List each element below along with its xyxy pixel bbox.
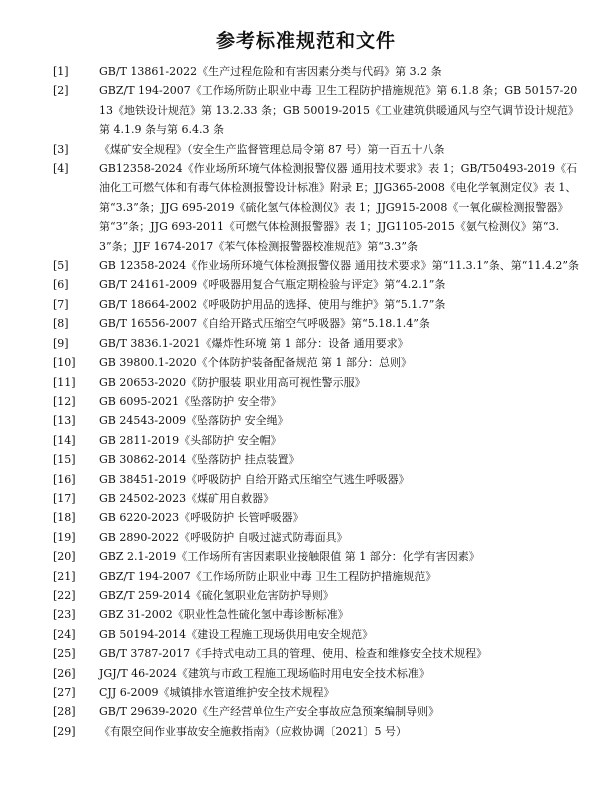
reference-number: [20] <box>53 550 76 564</box>
reference-text: GBZ/T 194-2007《工作场所防止职业中毒 卫生工程防护措施规范》第 6.1.8 条；GB 50157-2013《地铁设计规范》第 13.2.33 条；GB 50019-2015《工业建筑供暖通风与空气调节设计规范》第 4.1.9 条与第 6.4.3 条 <box>99 84 580 137</box>
reference-item <box>53 489 583 508</box>
reference-text: GB 30862-2014《坠落防护 挂点装置》 <box>99 453 300 467</box>
reference-text: GB/T 24161-2009《呼吸器用复合气瓶定期检验与评定》第“4.2.1”条 <box>99 278 446 292</box>
reference-text: CJJ 6-2009《城镇排水管道维护安全技术规程》 <box>99 686 335 699</box>
reference-number: [10] <box>53 356 76 370</box>
reference-number: [12] <box>53 394 76 408</box>
reference-number: [13] <box>53 414 76 428</box>
reference-number: [14] <box>53 433 76 447</box>
reference-text: GBZ 2.1-2019《工作场所有害因素职业接触限值 第 1 部分：化学有害因素》 <box>99 550 480 564</box>
reference-text: GB 2811-2019《头部防护 安全帽》 <box>99 433 282 447</box>
reference-text: GB 24502-2023《煤矿用自救器》 <box>99 491 275 505</box>
reference-item <box>53 140 583 159</box>
reference-number: [3] <box>53 142 69 156</box>
reference-item <box>53 683 583 702</box>
reference-item <box>53 470 583 489</box>
reference-number: [5] <box>53 259 69 273</box>
reference-text: 《煤矿安全规程》（安全生产监督管理总局令第 87 号）第一百五十八条 <box>99 142 445 156</box>
reference-number: [16] <box>53 472 76 486</box>
reference-item <box>53 664 583 683</box>
reference-text: GB 50194-2014《建设工程施工现场供用电安全规范》 <box>99 627 374 641</box>
reference-text: GB 39800.1-2020《个体防护装备配备规范 第 1 部分：总则》 <box>99 356 413 370</box>
reference-number: [21] <box>53 569 76 583</box>
reference-item <box>53 431 583 450</box>
reference-number: [26] <box>53 666 76 680</box>
reference-number: [25] <box>53 647 76 661</box>
reference-number: [7] <box>53 297 69 311</box>
reference-item <box>53 644 583 663</box>
reference-item <box>53 295 583 314</box>
reference-number: [11] <box>53 375 76 389</box>
reference-item <box>53 275 583 294</box>
reference-item <box>53 353 583 372</box>
reference-text: JGJ/T 46-2024《建筑与市政工程施工现场临时用电安全技术标准》 <box>99 666 430 680</box>
reference-item <box>53 411 583 430</box>
reference-item <box>53 450 583 469</box>
reference-item <box>53 81 583 139</box>
reference-item <box>53 159 583 256</box>
reference-text: GB/T 3787-2017《手持式电动工具的管理、使用、检查和维修安全技术规程》 <box>99 647 488 661</box>
reference-text: 《有限空间作业事故安全施救指南》（应救协调〔2021〕5 号） <box>99 724 407 738</box>
reference-number: [6] <box>53 278 69 292</box>
reference-number: [22] <box>53 588 76 602</box>
reference-number: [17] <box>53 491 76 505</box>
reference-text: GBZ 31-2002《职业性急性硫化氢中毒诊断标准》 <box>99 608 349 622</box>
reference-item <box>53 528 583 547</box>
reference-text: GB 6220-2023《呼吸防护 长管呼吸器》 <box>99 511 304 525</box>
reference-item <box>53 314 583 333</box>
reference-item <box>53 334 583 353</box>
reference-number: [15] <box>53 453 76 467</box>
reference-text: GB/T 16556-2007《自给开路式压缩空气呼吸器》第“5.18.1.4”条 <box>99 317 430 331</box>
reference-number: [1] <box>53 65 69 78</box>
reference-text: GB/T 3836.1-2021《爆炸性环境 第 1 部分：设备 通用要求》 <box>99 336 409 350</box>
reference-text: GBZ/T 259-2014《硫化氢职业危害防护导则》 <box>99 588 334 602</box>
reference-item <box>53 508 583 527</box>
reference-item <box>53 62 583 81</box>
reference-text: GBZ/T 194-2007《工作场所防止职业中毒 卫生工程防护措施规范》 <box>99 569 437 583</box>
reference-item <box>53 392 583 411</box>
reference-text: GB 6095-2021《坠落防护 安全带》 <box>99 394 282 408</box>
reference-list <box>53 62 583 741</box>
reference-text: GB/T 13861-2022《生产过程危险和有害因素分类与代码》第 3.2 条 <box>99 65 442 78</box>
reference-text: GB 24543-2009《坠落防护 安全绳》 <box>99 414 289 428</box>
reference-text: GB 38451-2019《呼吸防护 自给开路式压缩空气逃生呼吸器》 <box>99 472 410 486</box>
reference-number: [9] <box>53 336 69 350</box>
reference-number: [8] <box>53 317 69 331</box>
reference-item <box>53 625 583 644</box>
page-title: 参考标准规范和文件 <box>215 30 396 52</box>
reference-item <box>53 586 583 605</box>
reference-number: [18] <box>53 511 76 525</box>
reference-item <box>53 373 583 392</box>
reference-number: [4] <box>53 162 69 176</box>
reference-text: GB 2890-2022《呼吸防护 自吸过滤式防毒面具》 <box>99 530 348 544</box>
reference-item <box>53 722 583 741</box>
reference-item <box>53 547 583 566</box>
reference-number: [19] <box>53 530 76 544</box>
reference-number: [24] <box>53 627 76 641</box>
reference-number: [2] <box>53 84 69 98</box>
reference-item <box>53 605 583 624</box>
reference-text: GB 20653-2020《防护服装 职业用高可视性警示服》 <box>99 375 366 389</box>
reference-item <box>53 567 583 586</box>
reference-number: [29] <box>53 724 76 738</box>
reference-item <box>53 702 583 721</box>
reference-text: GB12358-2024《作业场所环境气体检测报警仪器 通用技术要求》表 1；GB/T50493-2019《石油化工可燃气体和有毒气体检测报警设计标准》附录 E；JJG365-2008《电化学氧测定仪》表 1、第“3.3”条；JJG 695-2019《硫化氢气体检测仪》表 1；JJG915-2008《一氧化碳检测报警器》第“3”条；JJG 693-2011《可燃气体检测报警器》表 1；JJG1105-2015《氨气检测仪》第“3.3”条；JJF 1674-2017《苯气体检测报警器校准规范》第“3.3”条 <box>99 162 578 253</box>
reference-number: [27] <box>53 686 76 699</box>
reference-item <box>53 256 583 275</box>
reference-text: GB/T 18664-2002《呼吸防护用品的选择、使用与维护》第“5.1.7”条 <box>99 297 446 311</box>
reference-number: [23] <box>53 608 76 622</box>
reference-text: GB 12358-2024《作业场所环境气体检测报警仪器 通用技术要求》第“11.3.1”条、第“11.4.2”条 <box>99 259 580 273</box>
reference-text: GB/T 29639-2020《生产经营单位生产安全事故应急预案编制导则》 <box>99 705 440 719</box>
reference-number: [28] <box>53 705 76 719</box>
